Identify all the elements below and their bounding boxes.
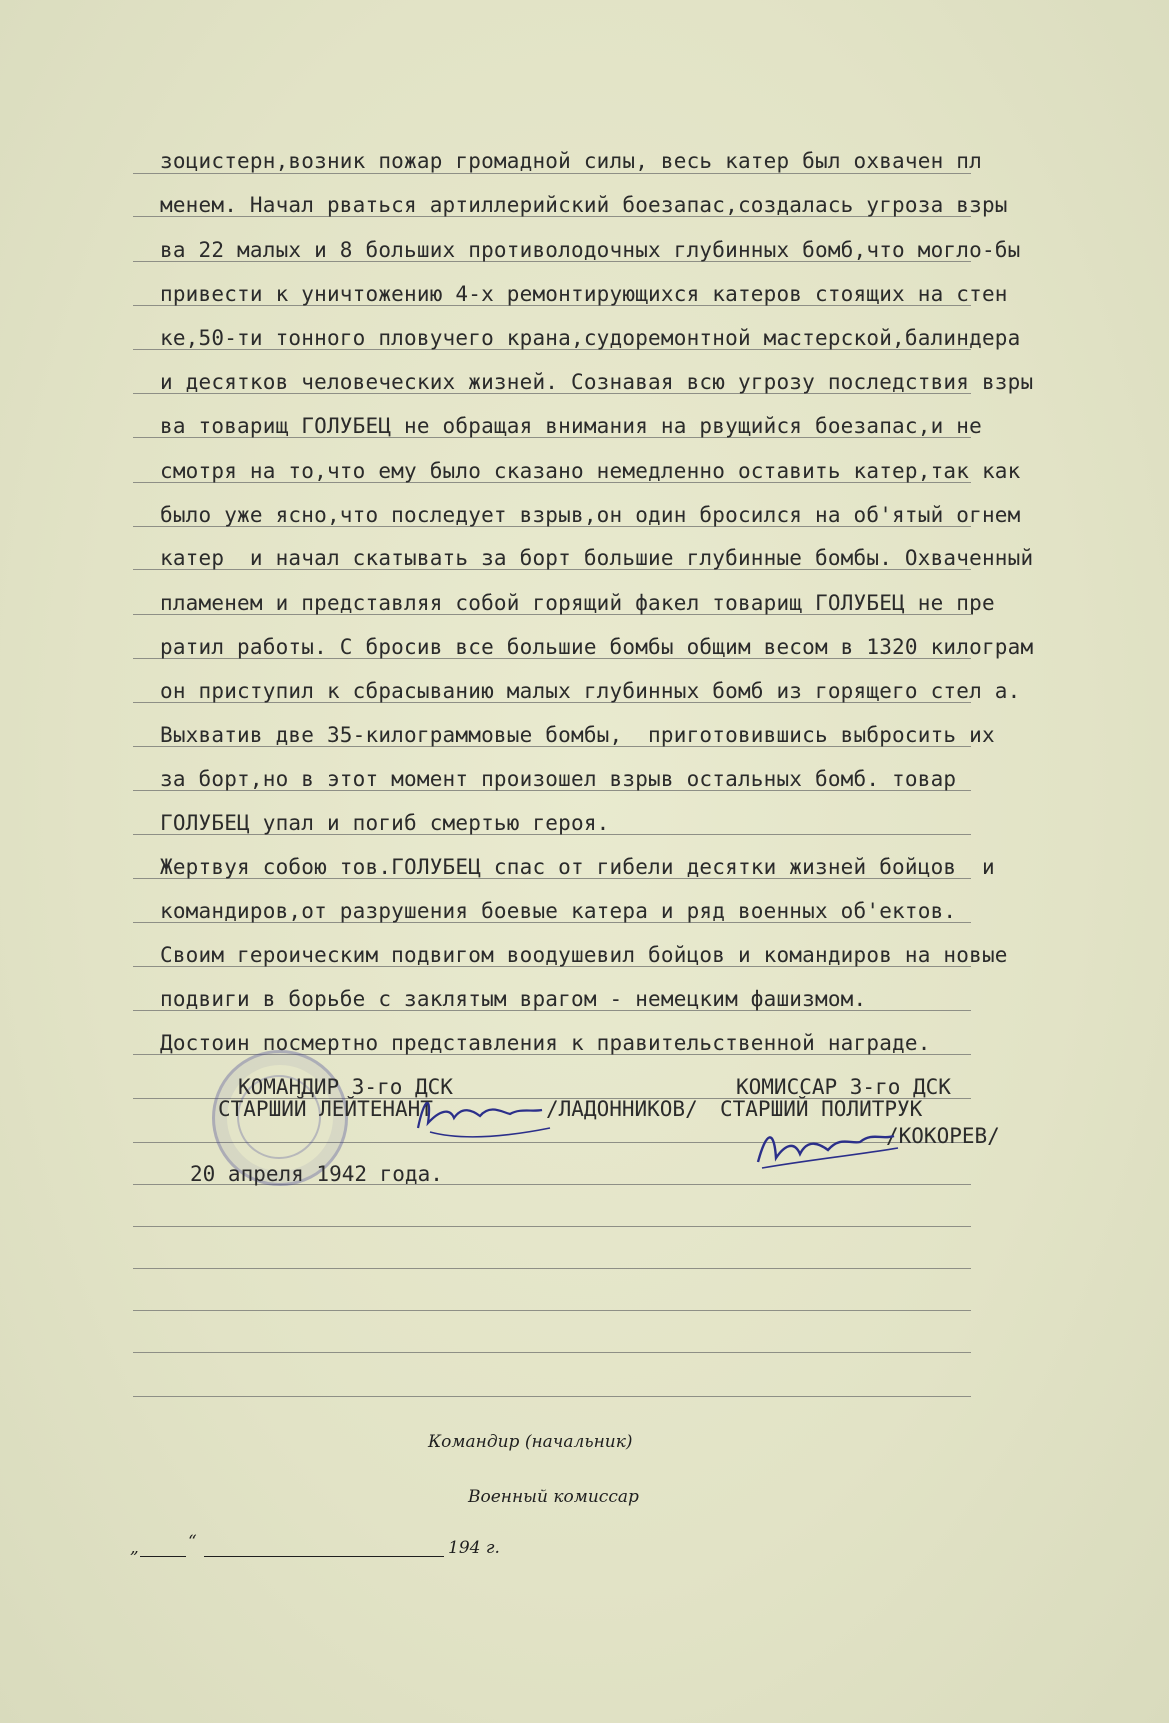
typed-line: за борт,но в этот момент произошел взрыв остальных бомб. товар <box>160 767 957 791</box>
commander-name: /ЛАДОННИКОВ/ <box>546 1097 698 1121</box>
form-date-line <box>130 1538 139 1558</box>
typed-line: Своим героическим подвигом воодушевил бойцов и командиров на новые <box>160 943 1008 967</box>
rule-line <box>133 173 971 174</box>
typed-line: Жертвуя собою тов.ГОЛУБЕЦ спас от гибели десятки жизней бойцов и <box>160 855 995 879</box>
commissar-signature <box>748 1118 908 1178</box>
commissar-title: КОМИССАР 3-го ДСК <box>736 1075 951 1099</box>
typed-line: ва товарищ ГОЛУБЕЦ не обращая внимания на рвущийся боезапас,и не <box>160 414 982 438</box>
rule-line <box>133 1310 971 1311</box>
commander-signature <box>410 1088 560 1148</box>
rule-line <box>133 1226 971 1227</box>
typed-line: и десятков человеческих жизней. Сознавая всю угрозу последствия взры <box>160 370 1034 394</box>
typed-line: привести к уничтожению 4-х ремонтирующихся катеров стоящих на стен <box>160 282 1008 306</box>
typed-line: Достоин посмертно представления к правительственной награде. <box>160 1031 931 1055</box>
date-open-quote: „ <box>130 1538 139 1558</box>
date-close-quote: “ <box>188 1532 197 1552</box>
month-blank <box>204 1556 444 1557</box>
typed-line: Выхватив две 35-килограммовые бомбы, приготовившись выбросить их <box>160 723 995 747</box>
commissar-name: /КОКОРЕВ/ <box>886 1124 1000 1148</box>
typed-line: ГОЛУБЕЦ упал и погиб смертью героя. <box>160 811 610 835</box>
commander-title: КОМАНДИР 3-го ДСК <box>238 1075 453 1099</box>
commander-rank: СТАРШИЙ ЛЕЙТЕНАНТ <box>218 1097 433 1121</box>
typed-line: пламенем и представляя собой горящий факел товарищ ГОЛУБЕЦ не пре <box>160 591 995 615</box>
year-label: 194 г. <box>448 1538 500 1558</box>
commissar-rank: СТАРШИЙ ПОЛИТРУК <box>720 1097 923 1121</box>
typed-line: командиров,от разрушения боевые катера и ряд военных об'ектов. <box>160 899 957 923</box>
typed-line: подвиги в борьбе с заклятым врагом - немецким фашизмом. <box>160 987 867 1011</box>
document-date: 20 апреля 1942 года. <box>190 1162 443 1186</box>
day-blank <box>140 1556 186 1557</box>
commander-label: Командир (начальник) <box>428 1432 633 1452</box>
typed-line: ва 22 малых и 8 больших противолодочных глубинных бомб,что могло-бы <box>160 238 1021 262</box>
typed-line: он приступил к сбрасыванию малых глубинных бомб из горящего стел а. <box>160 679 1021 703</box>
rule-line <box>133 1268 971 1269</box>
typed-line: катер и начал скатывать за борт большие глубинные бомбы. Охваченный <box>160 546 1034 570</box>
commissar-label: Военный комиссар <box>468 1487 639 1507</box>
typed-line: смотря на то,что ему было сказано немедленно оставить катер,так как <box>160 459 1021 483</box>
typed-line: было уже ясно,что последует взрыв,он один бросился на об'ятый огнем <box>160 503 1021 527</box>
typed-line: менем. Начал рваться артиллерийский боезапас,создалась угроза взры <box>160 193 1008 217</box>
typed-line: зоцистерн,возник пожар громадной силы, весь катер был охвачен пл <box>160 149 982 173</box>
typed-line: ратил работы. С бросив все большие бомбы общим весом в 1320 килограм <box>160 635 1034 659</box>
typed-line: ке,50-ти тонного пловучего крана,судоремонтной мастерской,балиндера <box>160 326 1021 350</box>
rule-line <box>133 1396 971 1397</box>
rule-line <box>133 1352 971 1353</box>
